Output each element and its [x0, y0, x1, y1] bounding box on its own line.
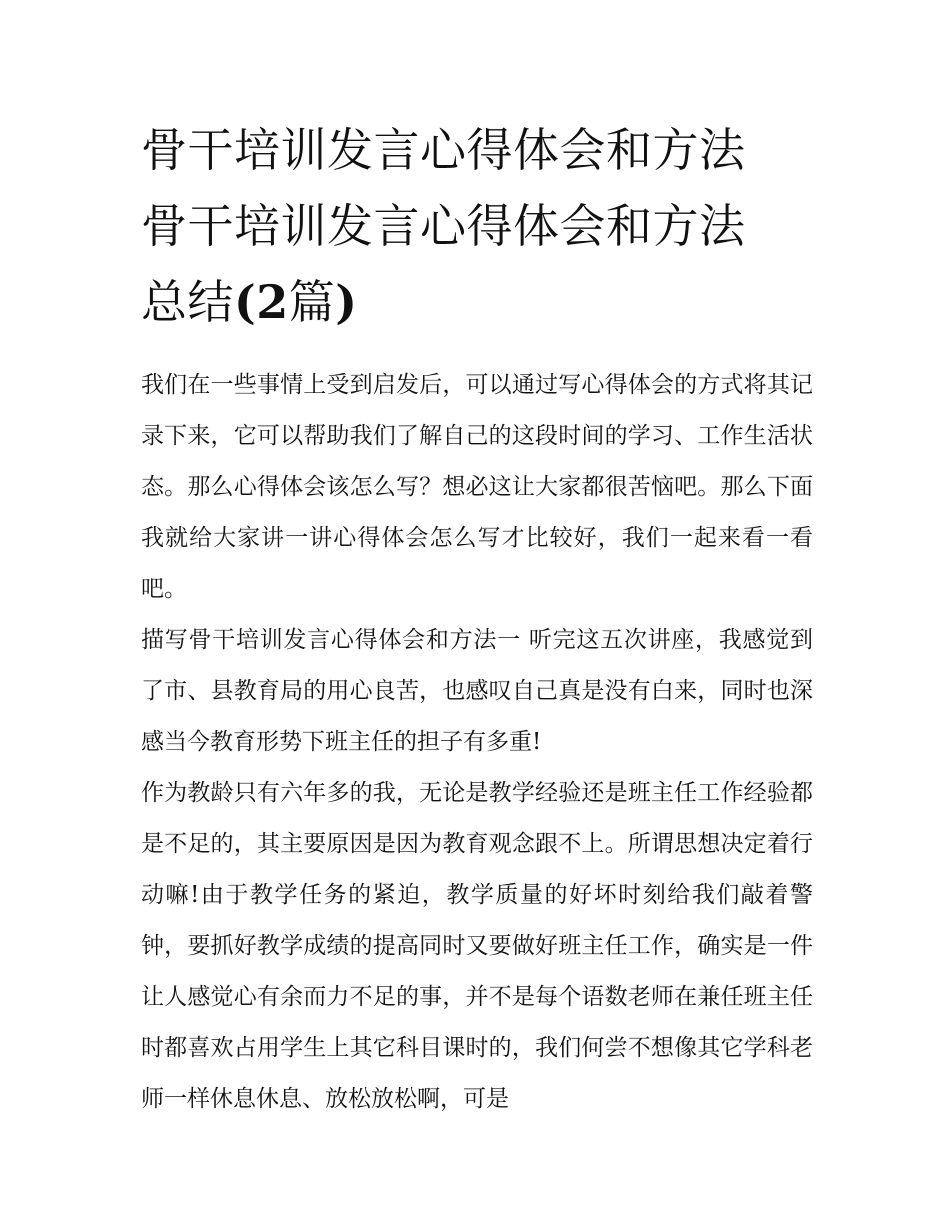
document-content [141, 112, 813, 1125]
title-line-3-chars: 篇 [288, 275, 336, 329]
title-line-3-open: (2 [234, 275, 289, 329]
title-line-2: 骨干培训发言心得体会和方法 [141, 199, 746, 253]
document-title [141, 112, 813, 340]
paragraph-intro: 我们在一些事情上受到启发后，可以通过写心得体会的方式将其记录下来，它可以帮助我们了解自己的这段时间的学习、工作生活状态。那么心得体会该怎么写？想必这让大家都很苦恼吧。那么下面我就给大家讲一讲心得体会怎么写才比较好，我们一起来看一看吧。 [141, 372, 813, 602]
title-line-3-close: ) [335, 275, 358, 329]
title-line-3 [141, 264, 813, 340]
paragraph-part-one: 描写骨干培训发言心得体会和方法一 听完这五次讲座，我感觉到了市、县教育局的用心良苦，也感叹自己真是没有白来，同时也深感当今教育形势下班主任的担子有多重! [141, 627, 813, 755]
title-line-3-text: 总结 [141, 275, 234, 329]
title-line-1: 骨干培训发言心得体会和方法 [141, 123, 746, 177]
paragraph-experience: 作为教龄只有六年多的我，无论是教学经验还是班主任工作经验都是不足的，其主要原因是因为教育观念跟不上。所谓思想决定着行动嘛!由于教学任务的紧迫，教学质量的好坏时刻给我们敲着警钟，要抓好教学成绩的提高同时又要做好班主任工作，确实是一件让人感觉心有余而力不足的事，并不是每个语数老师在兼任班主任时都喜欢占用学生上其它科目课时的，我们何尝不想像其它学科老师一样休息休息、放松放松啊，可是 [141, 780, 813, 1112]
